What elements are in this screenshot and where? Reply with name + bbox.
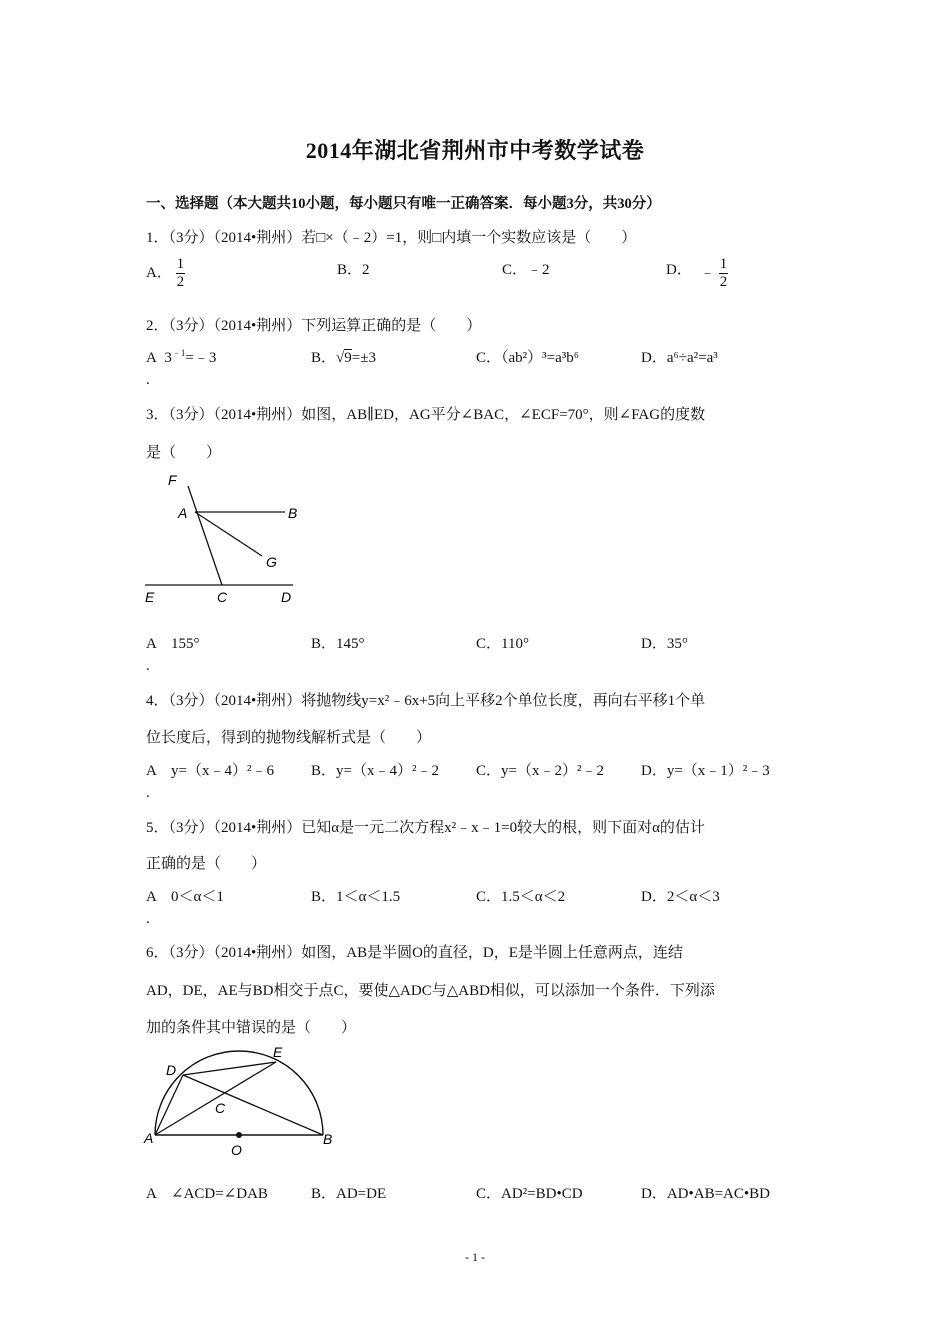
question-4-stem-line-2: 位长度后，得到的抛物线解析式是（ ） [146, 730, 432, 746]
question-6-stem-line-1: 6．（3分）（2014•荆州）如图，AB是半圆O的直径，D，E是半圆上任意两点，连结 [146, 945, 683, 961]
sqrt-symbol: √ [336, 350, 345, 366]
question-6-stem-line-2: AD，DE，AE与BD相交于点C，要使△ADC与△ABD相似，可以添加一个条件．下列添 [146, 983, 715, 999]
section-heading: 一、选择题（本大题共10小题，每小题只有唯一正确答案．每小题3分，共30分） [146, 196, 661, 212]
q1-option-a-fraction: $\frac{1}{2}$ [176, 256, 185, 290]
label-d: D [166, 1062, 177, 1078]
question-3-stem-line-2: 是（ ） [146, 445, 222, 461]
q2-option-c: C．（ab²）³=a³b⁶ [476, 350, 580, 366]
label-b: B [323, 1131, 333, 1147]
line-de [183, 1062, 276, 1075]
center-o [236, 1132, 242, 1138]
label-e: E [145, 589, 155, 605]
q6-option-d: D．AD•AB=AC•BD [641, 1186, 770, 1202]
q3-option-b: B．145° [311, 636, 365, 652]
q3-option-a: A 155° [146, 636, 200, 652]
q2-option-a: A $3^{﹣1}=﹣3$ [146, 348, 217, 366]
q1-option-d: ﹣ $\frac{1}{2}$ [700, 256, 728, 290]
question-3-stem-line-1: 3．（3分）（2014•荆州）如图，AB∥ED，AG平分∠BAC，∠ECF=70°，则∠FAG的度数 [146, 407, 706, 423]
q1-option-b: B．2 [337, 262, 370, 278]
label-f: F [168, 472, 177, 488]
q1-option-a: A． $\frac{1}{2}$ [146, 256, 185, 290]
q3-figure [140, 468, 320, 608]
q4-option-b: B．y=（x﹣4）²﹣2 [311, 763, 439, 779]
line-fc [188, 486, 222, 585]
label-o: O [231, 1142, 242, 1158]
question-5-stem-line-2: 正确的是（ ） [146, 856, 267, 872]
page-number: - 1 - [465, 1250, 485, 1264]
q5-option-a: A 0＜α＜1 [146, 889, 224, 905]
label-c: C [217, 589, 228, 605]
q2-option-d: D．a⁶÷a²=a³ [641, 350, 718, 366]
q6-option-a: A ∠ACD=∠DAB [146, 1186, 268, 1202]
label-a: A [144, 1130, 154, 1146]
q1-option-c: C．﹣2 [502, 262, 550, 278]
q5-option-b: B．1＜α＜1.5 [311, 889, 401, 905]
page-title: 2014年湖北省荆州市中考数学试卷 [305, 138, 645, 163]
label-a: A [178, 505, 188, 521]
q3-option-d: D．35° [641, 636, 688, 652]
q5-line-dot: . [146, 911, 150, 927]
q4-option-c: C．y=（x﹣2）²﹣2 [476, 763, 604, 779]
question-4-stem-line-1: 4．（3分）（2014•荆州）将抛物线y=x²﹣6x+5向上平移2个单位长度，再向右平移1个单 [146, 693, 706, 709]
q6-option-b: B．AD=DE [311, 1186, 387, 1202]
q4-line-dot: . [146, 785, 150, 801]
label-b: B [288, 505, 298, 521]
q4-option-d: D．y=（x﹣1）²﹣3 [641, 763, 770, 779]
q4-option-a: A y=（x﹣4）²﹣6 [146, 763, 274, 779]
q2-line-dot: . [146, 372, 150, 388]
q1-option-d-fraction: $\frac{1}{2}$ [719, 256, 728, 290]
question-2-stem: 2．（3分）（2014•荆州）下列运算正确的是（ ） [146, 318, 482, 334]
q3-line-dot: . [146, 658, 150, 674]
semicircle-arc [155, 1051, 323, 1135]
label-c: C [215, 1100, 226, 1116]
q6-figure [140, 1040, 350, 1165]
q5-option-c: C．1.5＜α＜2 [476, 889, 566, 905]
q6-option-c: C．AD²=BD•CD [476, 1186, 583, 1202]
q2-option-b: B．√9=±3 [311, 350, 376, 366]
q3-option-c: C．110° [476, 636, 529, 652]
label-g: G [266, 554, 277, 570]
question-5-stem-line-1: 5．（3分）（2014•荆州）已知α是一元二次方程x²﹣x﹣1=0较大的根，则下面对α的估计 [146, 820, 705, 836]
question-6-stem-line-3: 加的条件其中错误的是（ ） [146, 1020, 357, 1036]
question-1-stem: 1．（3分）（2014•荆州）若□×（﹣2）=1，则□内填一个实数应该是（ ） [146, 230, 637, 246]
q1-option-d-letter: D． [666, 262, 692, 278]
q5-option-d: D．2＜α＜3 [641, 889, 720, 905]
label-e: E [273, 1044, 283, 1060]
label-d: D [281, 589, 292, 605]
